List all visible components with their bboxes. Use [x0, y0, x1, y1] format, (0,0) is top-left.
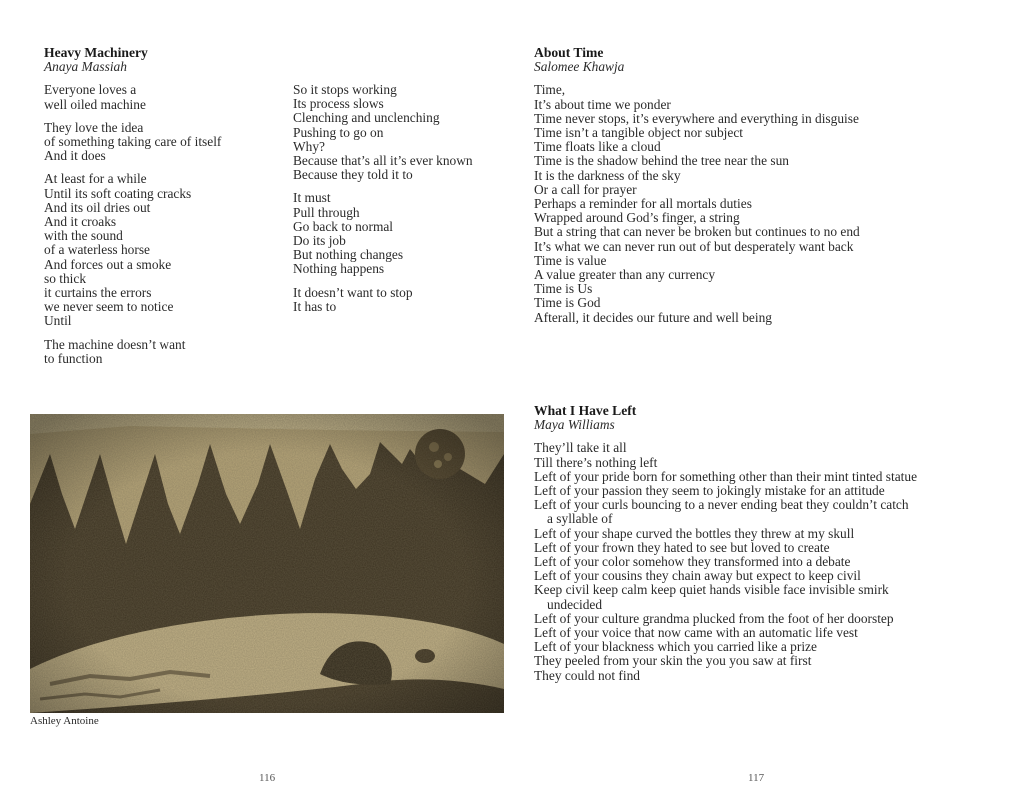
poem-line: undecided — [547, 596, 603, 612]
poem-line: They’ll take it all — [534, 440, 627, 456]
poem-line: At least for a while — [44, 171, 147, 187]
artwork-credit: Ashley Antoine — [30, 715, 99, 727]
poem-line: Pull through — [293, 204, 360, 220]
poem-line: Time, — [534, 82, 566, 98]
stanza — [293, 191, 473, 276]
poem-line: Time never stops, it’s everywhere and everything in disguise — [534, 110, 859, 126]
stanza — [44, 172, 221, 328]
stanza — [293, 286, 473, 314]
poem-line: They love the idea — [44, 119, 144, 135]
poem-body — [534, 83, 860, 324]
poem-body — [534, 441, 917, 682]
poem-line: They peeled from your skin the you you saw at first — [534, 653, 812, 669]
poem-line: It is the darkness of the sky — [534, 167, 681, 183]
poem-line: it curtains the errors — [44, 285, 152, 301]
poem-line: so thick — [44, 270, 87, 286]
stanza — [44, 338, 221, 366]
poem-line: Until — [44, 313, 72, 329]
stanza — [44, 83, 221, 111]
poem-line: Left of your blackness which you carried like a prize — [534, 639, 817, 655]
poem-line: Afterall, it decides our future and well being — [534, 309, 772, 325]
poem-line: But nothing changes — [293, 247, 404, 263]
poem-column-1 — [44, 83, 221, 366]
poem-line: we never seem to notice — [44, 299, 174, 315]
poem-line: Until its soft coating cracks — [44, 185, 192, 201]
poem-line: Nothing happens — [293, 261, 385, 277]
poem-line: Left of your curls bouncing to a never ending beat they couldn’t catch — [534, 497, 909, 513]
poem-line: a syllable of — [547, 511, 613, 527]
artwork-illustration — [30, 414, 504, 713]
poem-line: A value greater than any currency — [534, 267, 716, 283]
poem-line: of a waterless horse — [44, 242, 150, 258]
poem-line: And it does — [44, 148, 106, 164]
poem-line: Go back to normal — [293, 218, 394, 234]
poem-line: Time floats like a cloud — [534, 139, 661, 155]
poem-line: Keep civil keep calm keep quiet hands visible face invisible smirk — [534, 582, 889, 598]
poem-line: Time is the shadow behind the tree near the sun — [534, 153, 789, 169]
poem-heavy-machinery — [44, 46, 221, 375]
poem-line: Time is value — [534, 252, 607, 268]
poem-author: Maya Williams — [534, 417, 615, 433]
poem-line: Because that’s all it’s ever known — [293, 153, 473, 169]
poem-line: Pushing to go on — [293, 124, 384, 140]
poem-line: It doesn’t want to stop — [293, 284, 413, 300]
poem-line: Time is God — [534, 295, 601, 311]
poem-line: Perhaps a reminder for all mortals duties — [534, 196, 752, 212]
poem-column-2 — [293, 83, 473, 323]
poem-line: It has to — [293, 298, 337, 314]
poem-line: It’s about time we ponder — [534, 96, 671, 112]
poem-line: Left of your passion they seem to jokingly mistake for an attitude — [534, 483, 885, 499]
poem-line: Time isn’t a tangible object nor subject — [534, 125, 744, 141]
poem-about-time — [534, 46, 860, 325]
poem-line: Left of your culture grandma plucked from the foot of her doorstep — [534, 610, 894, 626]
page-number-left: 116 — [259, 772, 276, 784]
poem-line: But a string that can never be broken but continues to no end — [534, 224, 860, 240]
poem-line: So it stops working — [293, 82, 397, 97]
poem-line: Left of your pride born for something other than their mint tinted statue — [534, 468, 918, 484]
stanza — [44, 121, 221, 164]
poem-line: well oiled machine — [44, 96, 146, 112]
poem-line: Left of your color somehow they transformed into a debate — [534, 554, 851, 570]
poem-line: Left of your frown they hated to see but loved to create — [534, 539, 830, 555]
poem-title: Heavy Machinery — [44, 45, 148, 60]
poem-line: It’s what we can never run out of but desperately want back — [534, 238, 854, 254]
poem-line: Clenching and unclenching — [293, 110, 440, 126]
poem-line: Because they told it to — [293, 167, 413, 183]
poem-line: Left of your voice that now came with an automatic life vest — [534, 625, 858, 641]
poem-author: Anaya Massiah — [44, 59, 127, 75]
poem-line: And its oil dries out — [44, 199, 151, 215]
poem-line: to function — [44, 350, 103, 366]
poem-line: of something taking care of itself — [44, 134, 222, 150]
artwork-image — [30, 414, 504, 713]
poem-line: Everyone loves a — [44, 82, 137, 98]
poem-line: The machine doesn’t want — [44, 336, 186, 352]
poem-line: with the sound — [44, 228, 123, 244]
stanza — [293, 83, 473, 182]
poem-title: About Time — [534, 45, 604, 60]
poem-line: Why? — [293, 138, 325, 154]
poem-line: It must — [293, 190, 331, 206]
poem-line: Time is Us — [534, 281, 593, 297]
poem-what-i-have-left — [534, 404, 917, 683]
poem-line: Its process slows — [293, 96, 384, 112]
poem-title: What I Have Left — [534, 403, 637, 418]
poem-line: Or a call for prayer — [534, 181, 637, 197]
page-number-right: 117 — [748, 772, 765, 784]
poem-line: They could not find — [534, 667, 640, 683]
poem-author: Salomee Khawja — [534, 59, 625, 75]
poem-line: Left of your shape curved the bottles they threw at my skull — [534, 525, 855, 541]
poem-line: And forces out a smoke — [44, 256, 172, 272]
poem-line: Wrapped around God’s finger, a string — [534, 210, 740, 226]
poem-line: Do its job — [293, 233, 346, 249]
poem-line: Left of your cousins they chain away but expect to keep civil — [534, 568, 861, 584]
poem-line: Till there’s nothing left — [534, 454, 658, 470]
poem-line: And it croaks — [44, 214, 117, 230]
